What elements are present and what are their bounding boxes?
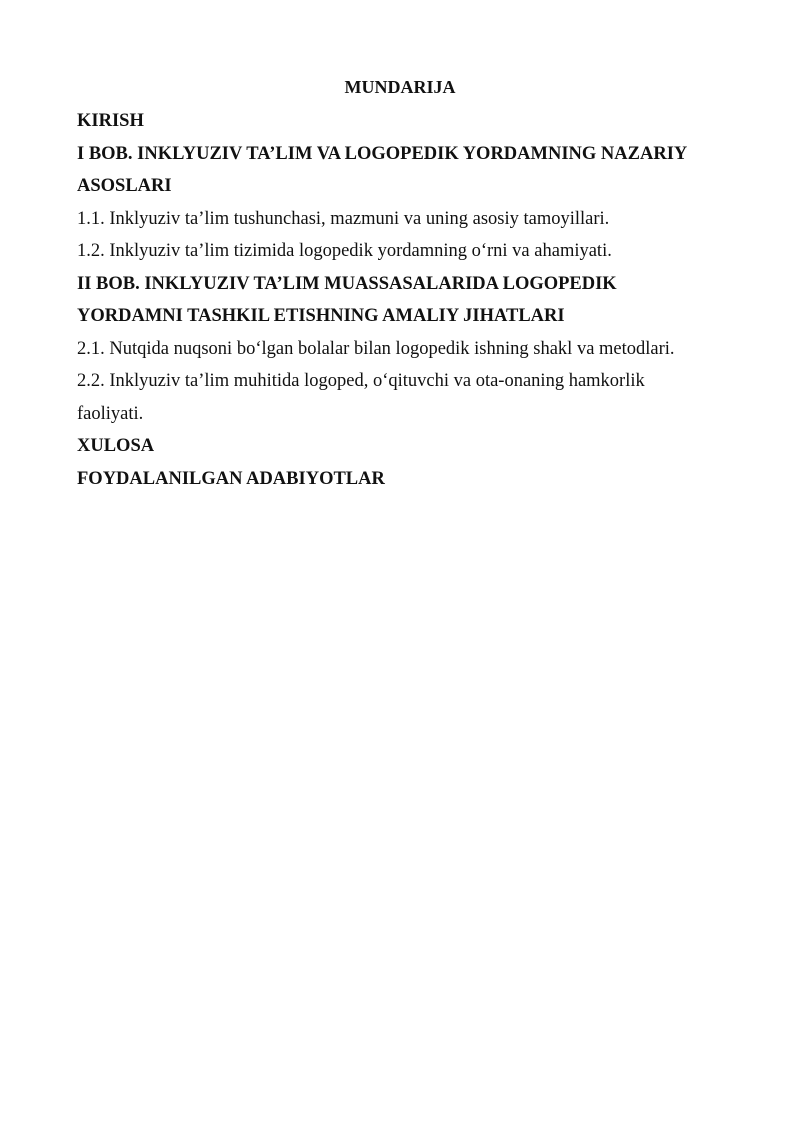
toc-entry-chapter-2-line-1: II BOB. INKLYUZIV TA’LIM MUASSASALARIDA LOGOPEDIK [77, 273, 617, 294]
toc-entry-section-2-1: 2.1. Nutqida nuqsoni bo‘lgan bolalar bilan logopedik ishning shakl va metodlari. [77, 338, 675, 359]
toc-entry-section-2-2-line-1: 2.2. Inklyuziv ta’lim muhitida logoped, o‘qituvchi va ota-onaning hamkorlik [77, 371, 645, 391]
toc-entry-references: FOYDALANILGAN ADABIYOTLAR [77, 468, 385, 489]
toc-entry-section-1-1: 1.1. Inklyuziv ta’lim tushunchasi, mazmuni va uning asosiy tamoyillari. [77, 208, 610, 229]
toc-entry-chapter-2 [77, 268, 727, 333]
toc-entry-chapter-1 [77, 138, 727, 203]
toc-entry-conclusion: XULOSA [77, 436, 155, 456]
toc-entry-section-1-2: 1.2. Inklyuziv ta’lim tizimida logopedik yordamning o‘rni va ahamiyati. [77, 241, 612, 261]
toc-entry-chapter-1-line-1: I BOB. INKLYUZIV TA’LIM VA LOGOPEDIK YORDAMNING NAZARIY [77, 143, 688, 164]
toc-entry-section-2-2-line-2: faoliyati. [77, 403, 144, 424]
table-of-contents [77, 105, 727, 495]
toc-entry-chapter-1-line-2: ASOSLARI [77, 176, 172, 196]
toc-entry-introduction: KIRISH [77, 111, 144, 131]
toc-entry-chapter-2-line-2: YORDAMNI TASHKIL ETISHNING AMALIY JIHATLARI [77, 306, 565, 326]
toc-entry-section-2-2 [77, 365, 727, 430]
page-title: MUNDARIJA [344, 77, 456, 97]
